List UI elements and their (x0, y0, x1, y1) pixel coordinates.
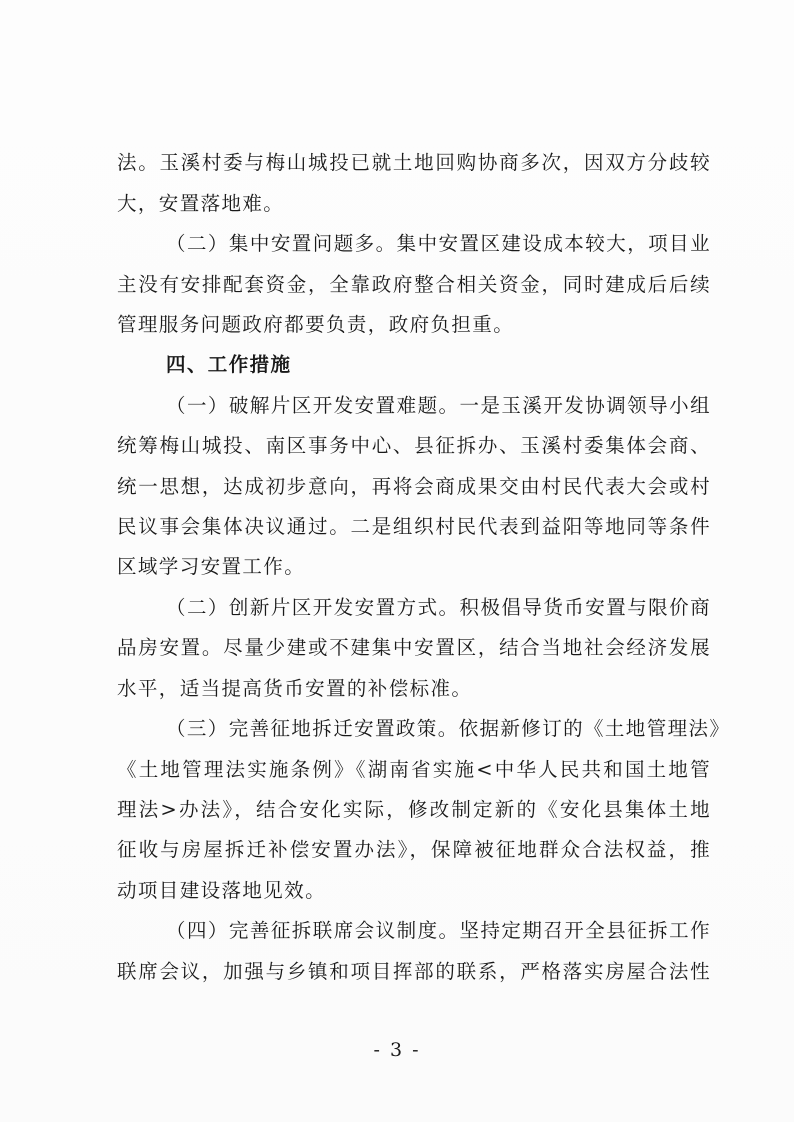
paragraph-first-line: （二）创新片区开发安置方式。积极倡导货币安置与限价商 (166, 596, 711, 619)
text-line: 管理服务问题政府都要负责，政府负担重。 (117, 313, 515, 336)
text-line: 动项目建设落地见效。 (117, 879, 327, 902)
text-line: 水平，适当提高货币安置的补偿标准。 (117, 677, 473, 700)
page-number: - 3 - (373, 1039, 421, 1061)
paragraph-first-line: （三）完善征地拆迁安置政策。依据新修订的《土地管理法》 (166, 717, 731, 740)
text-line: 法。玉溪村委与梅山城投已就土地回购协商多次，因双方分歧较 (117, 151, 711, 174)
text-line: 统一思想，达成初步意向，再将会商成果交由村民代表大会或村 (117, 475, 711, 498)
section-heading: 四、工作措施 (166, 353, 292, 376)
text-line: 理法>办法》，结合安化实际，修改制定新的《安化县集体土地 (117, 798, 711, 821)
text-line: 统筹梅山城投、南区事务中心、县征拆办、玉溪村委集体会商、 (117, 434, 711, 457)
text-line: 区域学习安置工作。 (117, 555, 306, 578)
text-line: 联席会议，加强与乡镇和项目挥部的联系，严格落实房屋合法性 (117, 960, 711, 983)
text-line: 品房安置。尽量少建或不建集中安置区，结合当地社会经济发展 (117, 636, 711, 659)
text-line: 征收与房屋拆迁补偿安置办法》，保障被征地群众合法权益，推 (117, 838, 711, 861)
text-line: 大，安置落地难。 (117, 192, 285, 215)
paragraph-first-line: （二）集中安置问题多。集中安置区建设成本较大，项目业 (166, 232, 711, 255)
text-line: 主没有安排配套资金，全靠政府整合相关资金，同时建成后后续 (117, 273, 711, 296)
text-line: 民议事会集体决议通过。二是组织村民代表到益阳等地同等条件 (117, 515, 711, 538)
paragraph-first-line: （四）完善征拆联席会议制度。坚持定期召开全县征拆工作 (166, 919, 711, 942)
text-line: 《土地管理法实施条例》《湖南省实施<中华人民共和国土地管 (117, 758, 711, 781)
paragraph-first-line: （一）破解片区开发安置难题。一是玉溪开发协调领导小组 (166, 394, 711, 417)
